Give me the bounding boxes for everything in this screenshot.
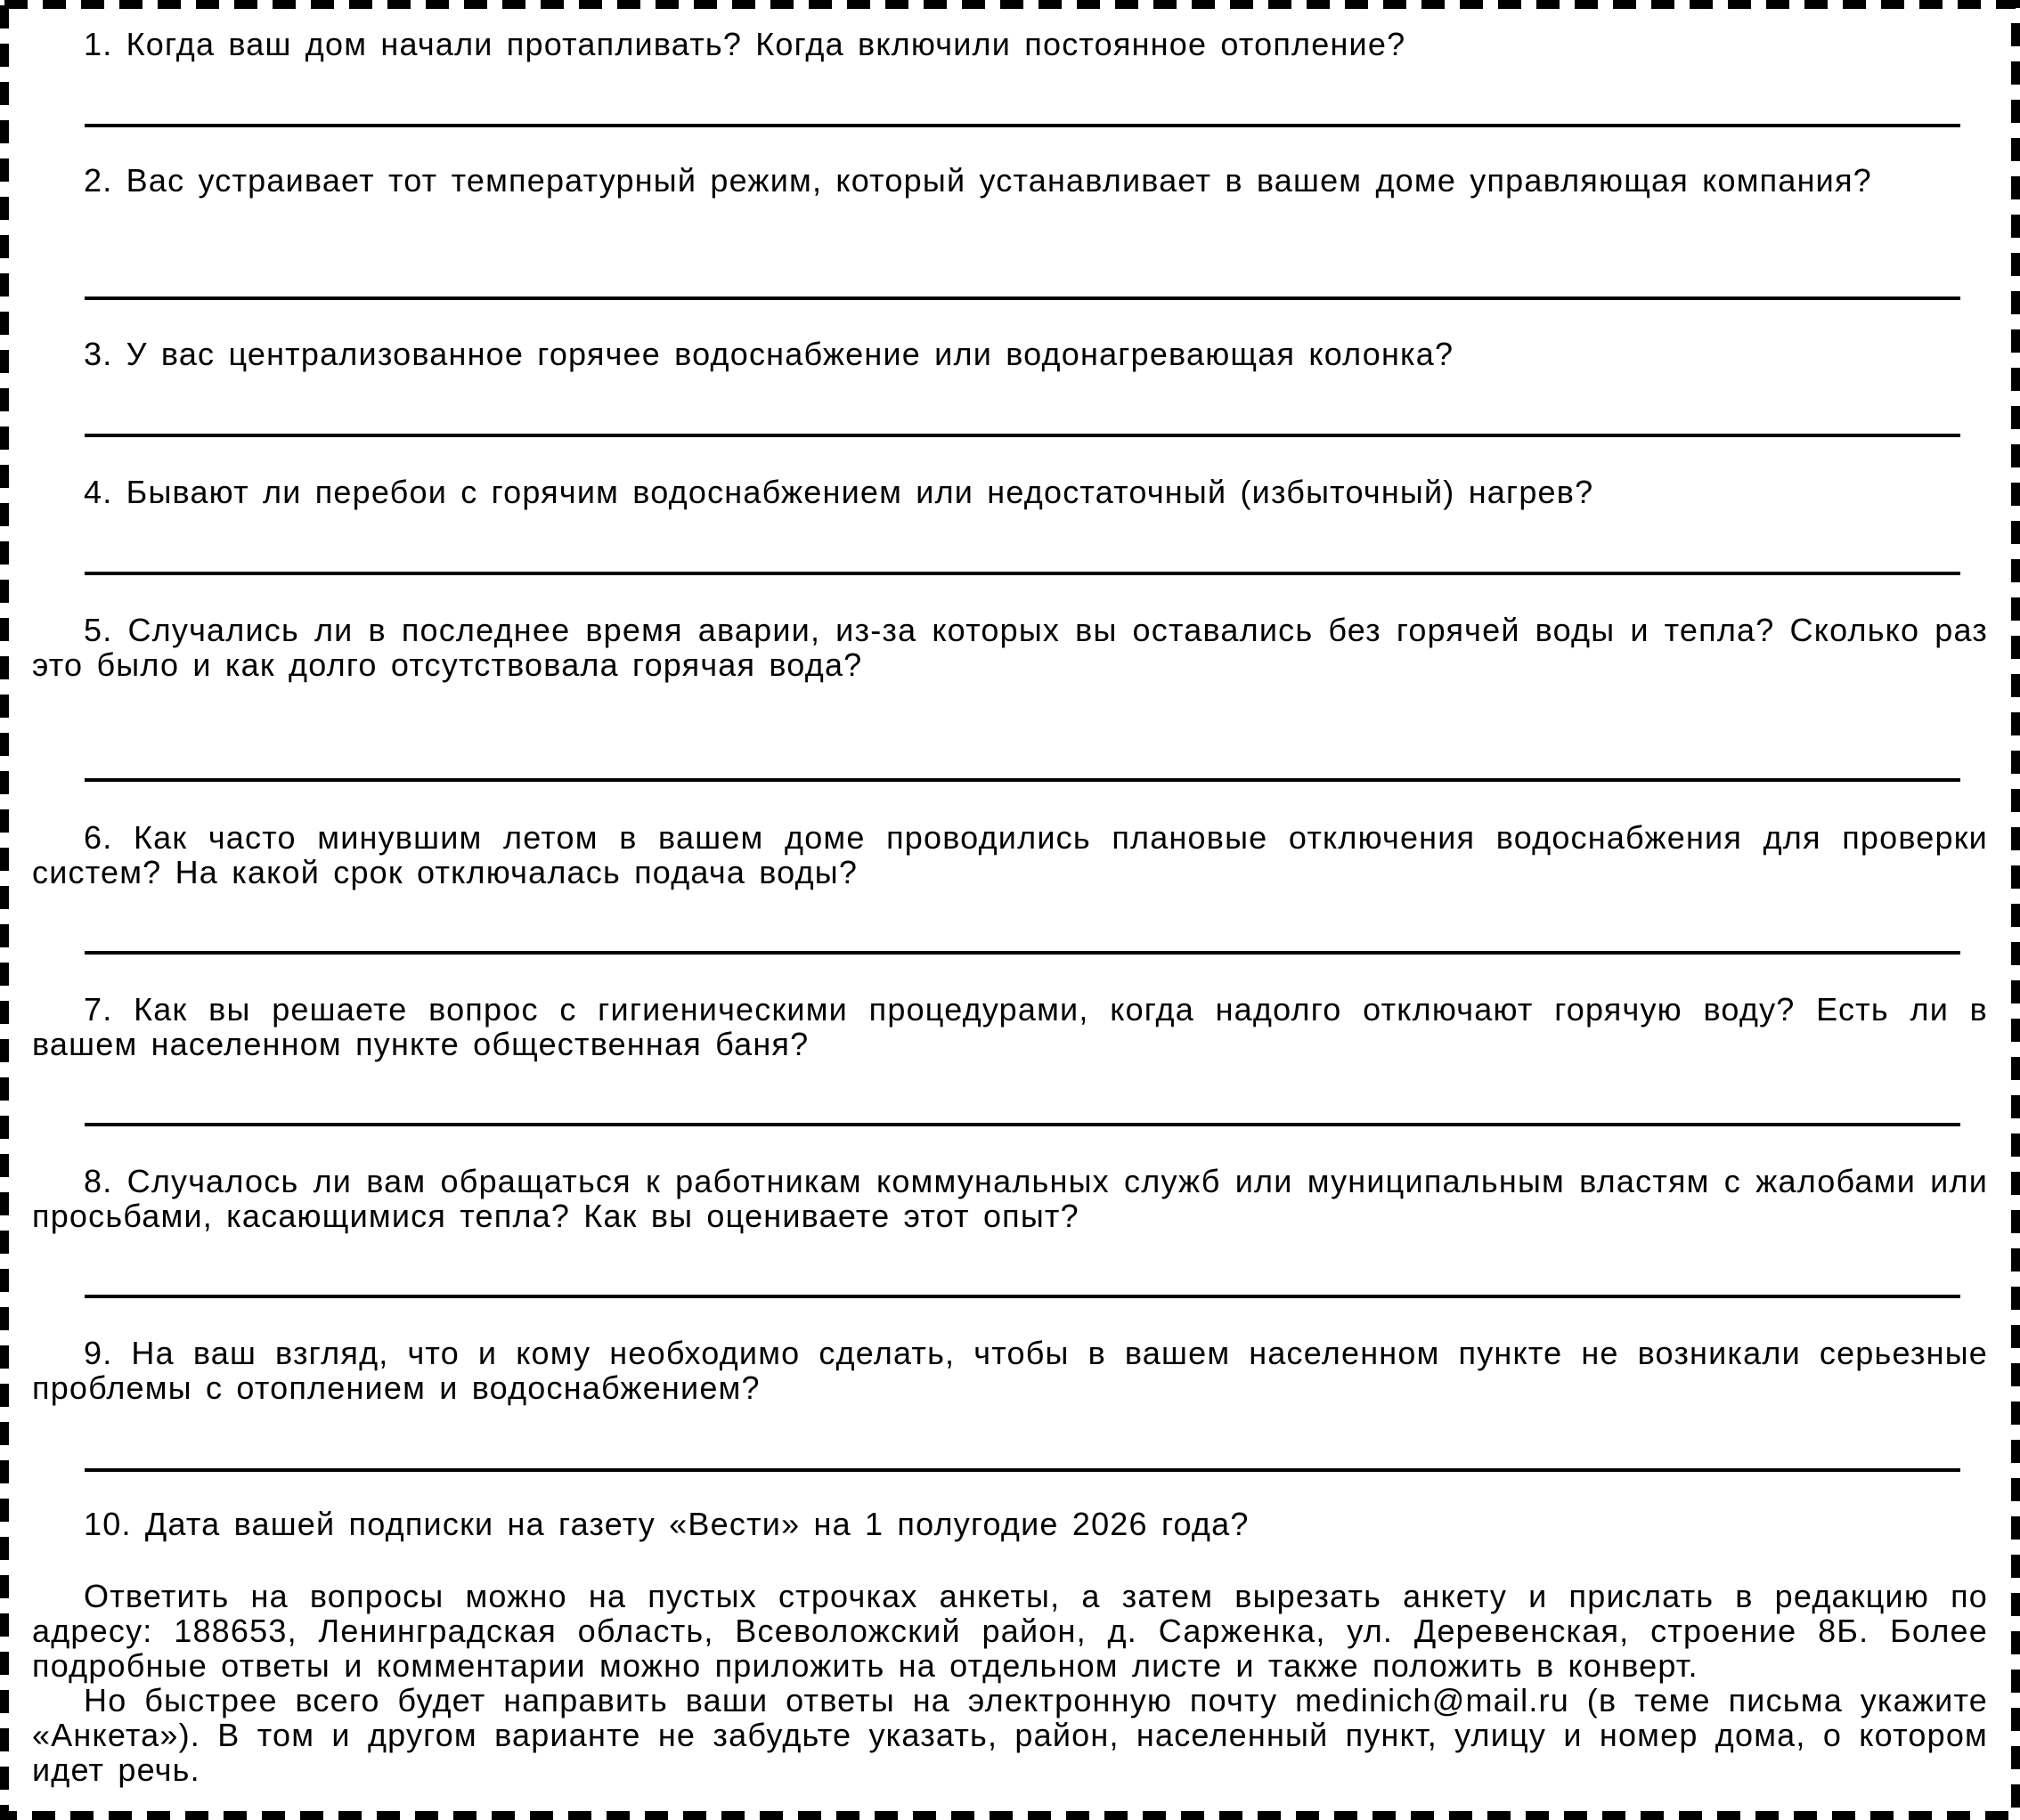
question-8 bbox=[32, 1164, 1988, 1233]
question-number: 2. bbox=[84, 162, 113, 199]
question-1 bbox=[32, 27, 1988, 61]
question-9 bbox=[32, 1336, 1988, 1405]
question-6 bbox=[32, 820, 1988, 890]
question-7 bbox=[32, 992, 1988, 1061]
question-number: 3. bbox=[84, 336, 113, 372]
question-number: 9. bbox=[84, 1335, 113, 1371]
question-number: 5. bbox=[84, 612, 113, 648]
instructions-block bbox=[32, 1579, 1988, 1787]
question-number: 8. bbox=[84, 1163, 113, 1199]
question-text: Как часто минувшим летом в вашем доме проводились плановые отключения водоснабжения для проверки систем? На какой срок отключалась подача воды? bbox=[32, 819, 1988, 890]
answer-line-2[interactable] bbox=[85, 297, 1960, 300]
question-number: 4. bbox=[84, 474, 113, 510]
question-number: 1. bbox=[84, 26, 113, 62]
question-text: Случались ли в последнее время аварии, из-за которых вы оставались без горячей воды и тепла? Сколько раз это было и как долго отсутствовала горячая вода? bbox=[32, 612, 1989, 683]
question-text: Дата вашей подписки на газету «Вести» на 1 полугодие 2026 года? bbox=[144, 1506, 1250, 1542]
question-text: Как вы решаете вопрос с гигиеническими процедурами, когда надолго отключают горячую воду? Есть ли в вашем населенном пункте общественная баня? bbox=[32, 991, 1989, 1062]
question-2 bbox=[32, 163, 1988, 198]
instructions-paragraph-email: Но быстрее всего будет направить ваши ответы на электронную почту medinich@mail.ru (в теме письма укажите «Анкета»). В том и другом варианте не забудьте указать, район, населенный пункт, улицу и номер дома, о котором идет речь. bbox=[32, 1682, 1988, 1788]
question-10 bbox=[32, 1507, 1988, 1541]
question-number: 6. bbox=[84, 819, 113, 856]
question-text: Бывают ли перебои с горячим водоснабжением или недостаточный (избыточный) нагрев? bbox=[126, 474, 1594, 510]
question-number: 7. bbox=[84, 991, 113, 1028]
question-text: На ваш взгляд, что и кому необходимо сделать, чтобы в вашем населенном пункте не возникали серьезные проблемы с отоплением и водоснабжением? bbox=[32, 1335, 1988, 1406]
instructions-paragraph-mail: Ответить на вопросы можно на пустых строчках анкеты, а затем вырезать анкету и прислать в редакцию по адресу: 188653, Ленинградская область, Всеволожский район, д. Сарженка, ул. Деревенская, строение 8Б. Более подробные ответы и комментарии можно приложить на отдельном листе и также положить в конверт. bbox=[32, 1578, 1988, 1684]
question-3 bbox=[32, 337, 1988, 371]
question-text: Когда ваш дом начали протапливать? Когда включили постоянное отопление? bbox=[126, 26, 1406, 62]
question-number: 10. bbox=[84, 1506, 132, 1542]
answer-line-9[interactable] bbox=[85, 1468, 1960, 1472]
question-text: Вас устраивает тот температурный режим, который устанавливает в вашем доме управляющая компания? bbox=[126, 162, 1872, 199]
answer-line-5[interactable] bbox=[85, 778, 1960, 782]
answer-line-7[interactable] bbox=[85, 1123, 1960, 1126]
question-text: Случалось ли вам обращаться к работникам коммунальных служб или муниципальным властям с жалобами или просьбами, касающимися тепла? Как вы оцениваете этот опыт? bbox=[32, 1163, 1989, 1234]
question-text: У вас централизованное горячее водоснабжение или водонагревающая колонка? bbox=[126, 336, 1454, 372]
answer-line-1[interactable] bbox=[85, 124, 1960, 127]
question-4 bbox=[32, 475, 1988, 509]
answer-line-8[interactable] bbox=[85, 1295, 1960, 1298]
answer-line-3[interactable] bbox=[85, 434, 1960, 437]
question-5 bbox=[32, 613, 1988, 682]
answer-line-6[interactable] bbox=[85, 951, 1960, 955]
answer-line-4[interactable] bbox=[85, 572, 1960, 575]
